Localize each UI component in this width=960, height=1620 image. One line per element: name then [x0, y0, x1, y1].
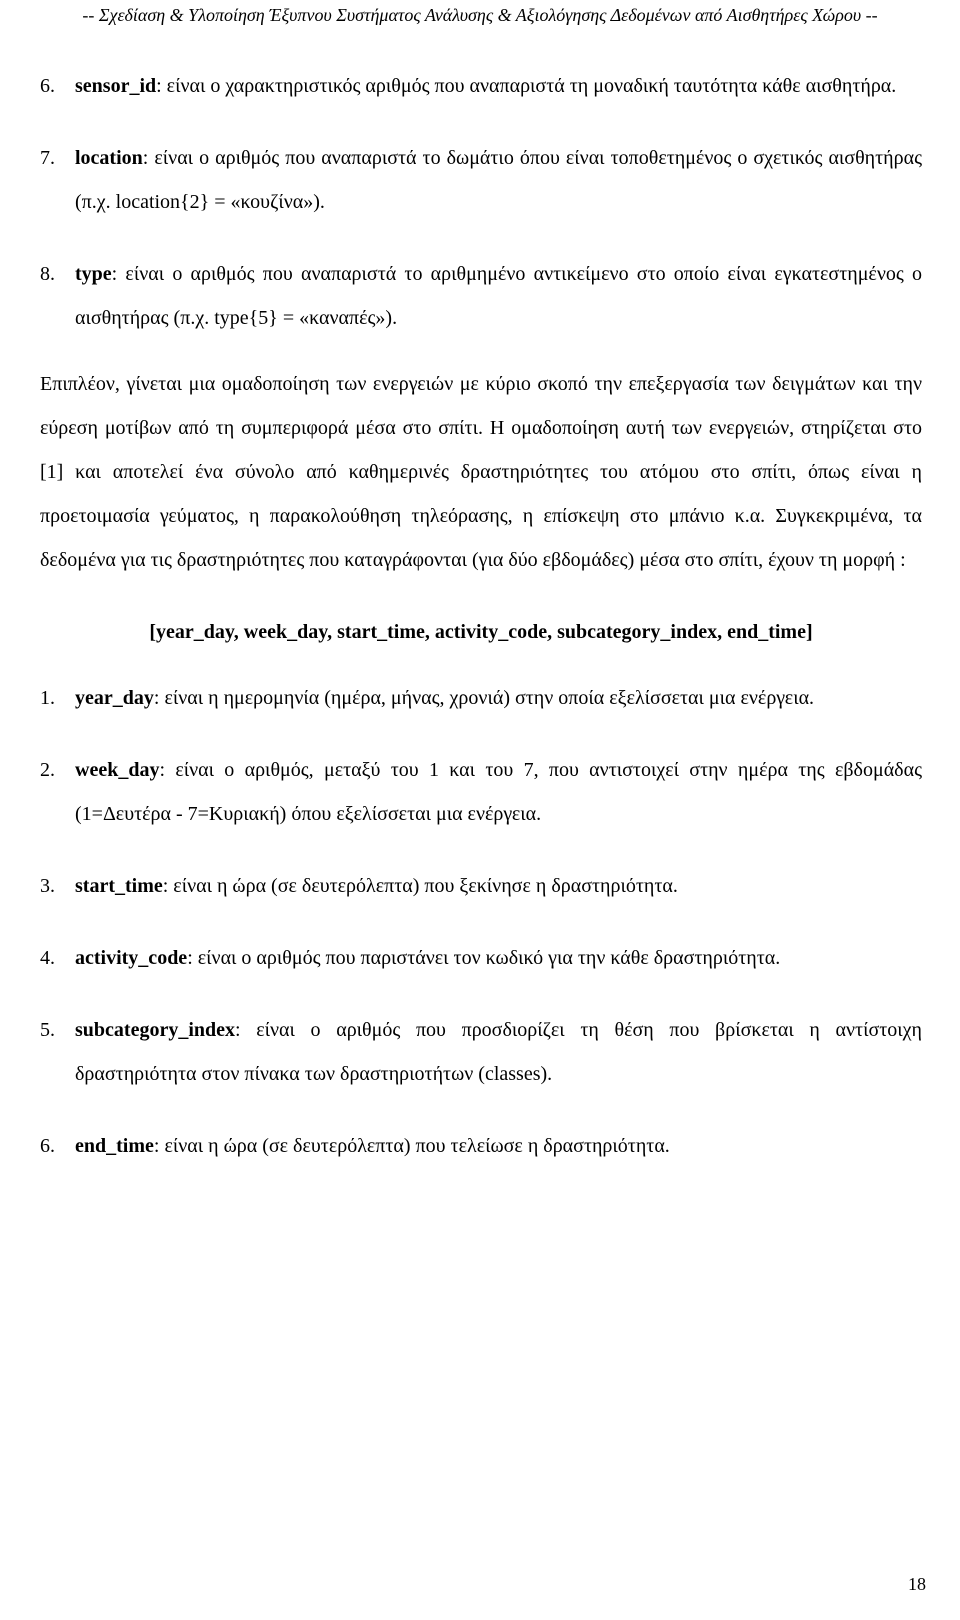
item-number: 4.	[40, 947, 55, 969]
field-description: : είναι ο χαρακτηριστικός αριθμός που αναπαριστά τη μοναδική ταυτότητα κάθε αισθητήρα.	[156, 75, 897, 97]
field-term: activity_code	[75, 947, 188, 969]
list-item-subcategory-index	[40, 1008, 922, 1096]
running-header: -- Σχεδίαση & Υλοποίηση Έξυπνου Συστήματος Ανάλυσης & Αξιολόγησης Δεδομένων από Αισθητήρες Χώρου --	[82, 5, 878, 25]
record-schema: [year_day, week_day, start_time, activity_code, subcategory_index, end_time]	[149, 621, 813, 643]
field-description: : είναι ο αριθμός που παριστάνει τον κωδικό για την κάθε δραστηριότητα.	[187, 947, 781, 969]
item-number: 5.	[40, 1019, 55, 1041]
field-description: : είναι ο αριθμός, μεταξύ του 1 και του 7, που αντιστοιχεί στην ημέρα της εβδομάδας (1=Δευτέρα - 7=Κυριακή) όπου εξελίσσεται μια ενέργεια.	[75, 759, 922, 825]
field-term: subcategory_index	[75, 1019, 235, 1041]
field-term: start_time	[75, 875, 163, 897]
field-term: sensor_id	[75, 75, 157, 97]
list-item-start-time	[40, 864, 922, 908]
list-item-week-day	[40, 748, 922, 836]
page-number: 18	[908, 1574, 926, 1594]
field-term: end_time	[75, 1135, 154, 1157]
list-item-year-day	[40, 676, 922, 720]
field-description: : είναι η ώρα (σε δευτερόλεπτα) που ξεκίνησε η δραστηριότητα.	[162, 875, 678, 897]
item-number: 7.	[40, 147, 55, 169]
item-number: 3.	[40, 875, 55, 897]
item-number: 6.	[40, 75, 55, 97]
field-description: : είναι ο αριθμός που προσδιορίζει τη θέση που βρίσκεται η αντίστοιχη δραστηριότητα στον πίνακα των δραστηριοτήτων (classes).	[75, 1019, 922, 1085]
list-item-activity-code	[40, 936, 922, 980]
field-term: location	[75, 147, 143, 169]
list-item-sensor-id	[40, 64, 922, 108]
item-number: 8.	[40, 263, 55, 285]
field-term: type	[75, 263, 112, 285]
field-description: : είναι η ώρα (σε δευτερόλεπτα) που τελείωσε η δραστηριότητα.	[153, 1135, 670, 1157]
field-term: year_day	[75, 687, 154, 709]
item-number: 6.	[40, 1135, 55, 1157]
page-body	[40, 64, 922, 1168]
item-number: 1.	[40, 687, 55, 709]
list-item-location	[40, 136, 922, 224]
field-description: : είναι ο αριθμός που αναπαριστά το αριθμημένο αντικείμενο στο οποίο είναι εγκατεστημένος ο αισθητήρας (π.χ. type{5} = «καναπές»).	[75, 263, 922, 329]
body-paragraph: Επιπλέον, γίνεται μια ομαδοποίηση των ενεργειών με κύριο σκοπό την επεξεργασία των δειγμάτων και την εύρεση μοτίβων από τη συμπεριφορά μέσα στο σπίτι. Η ομαδοποίηση αυτή των ενεργειών, στηρίζεται στο [1] και αποτελεί ένα σύνολο από καθημερινές δραστηριότητες του ατόμου στο σπίτι, όπως είναι η προετοιμασία γεύματος, η παρακολούθηση τηλεόρασης, η επίσκεψη στο μπάνιο κ.α. Συγκεκριμένα, τα δεδομένα για τις δραστηριότητες που καταγράφονται (για δύο εβδομάδες) μέσα στο σπίτι, έχουν τη μορφή :	[40, 373, 922, 571]
field-description: : είναι ο αριθμός που αναπαριστά το δωμάτιο όπου είναι τοποθετημένος ο σχετικός αισθητήρας (π.χ. location{2} = «κουζίνα»).	[75, 147, 922, 213]
item-number: 2.	[40, 759, 55, 781]
list-item-type	[40, 252, 922, 340]
list-item-end-time	[40, 1124, 922, 1168]
field-description: : είναι η ημερομηνία (ημέρα, μήνας, χρονιά) στην οποία εξελίσσεται μια ενέργεια.	[153, 687, 815, 709]
field-term: week_day	[75, 759, 160, 781]
